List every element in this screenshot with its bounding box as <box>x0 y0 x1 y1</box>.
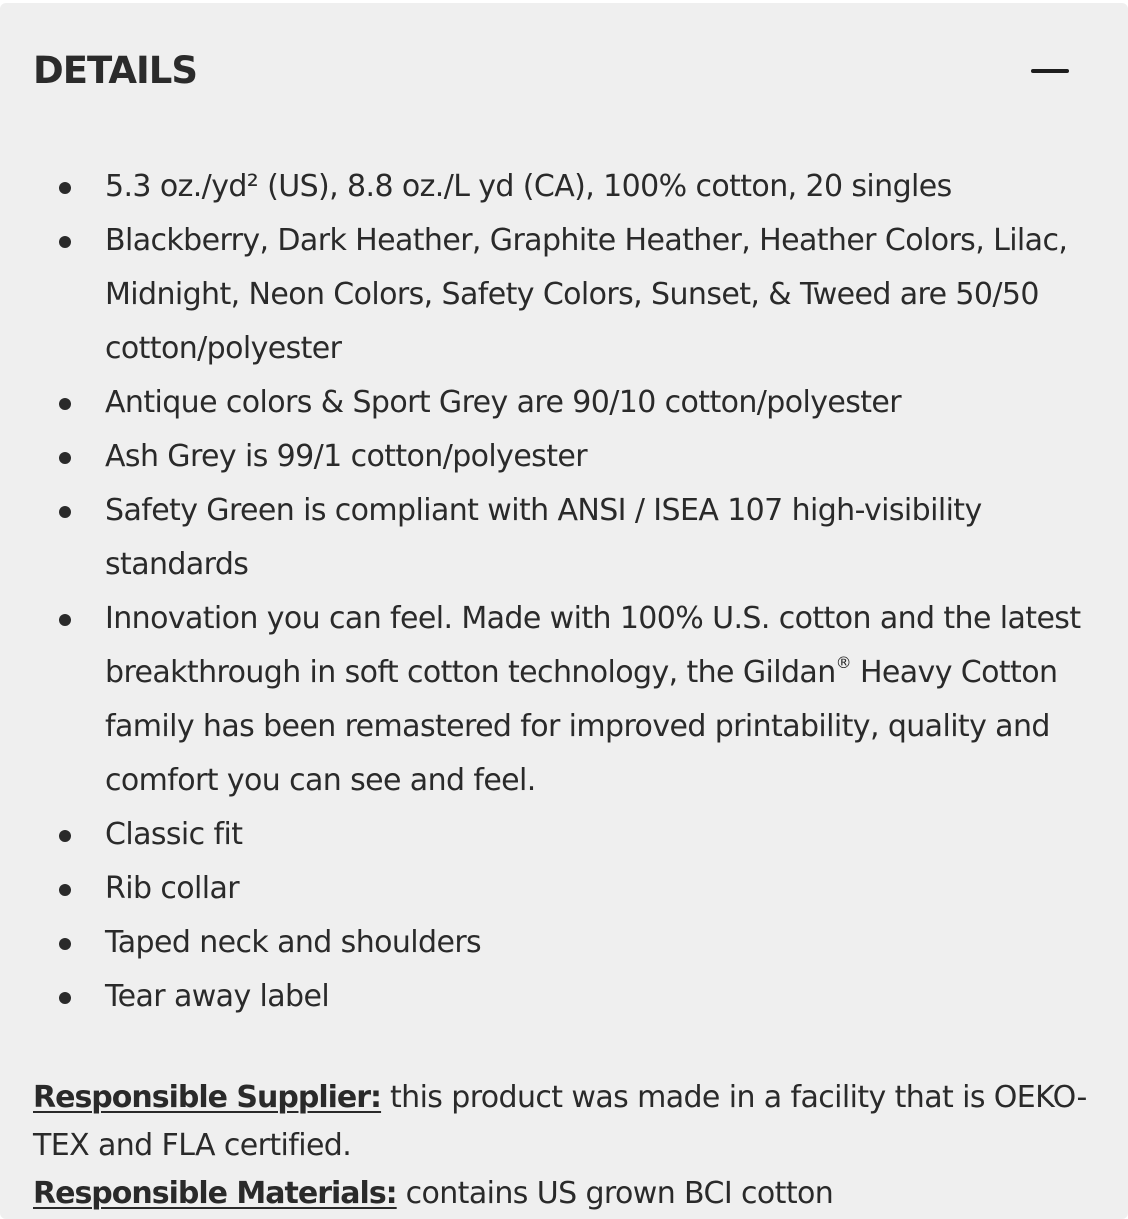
bullet-icon <box>59 830 71 842</box>
feature-text-after: Heavy Cotton family has been remastered for improved printability, quality and comfort you can see and feel. <box>105 655 1058 798</box>
feature-text: Rib collar <box>105 871 239 906</box>
list-item <box>0 376 1128 430</box>
bullet-icon <box>59 236 71 248</box>
list-item <box>0 484 1128 592</box>
responsible-materials <box>33 1170 1093 1218</box>
feature-text: Antique colors & Sport Grey are 90/10 cotton/polyester <box>105 385 902 420</box>
list-item <box>0 862 1128 916</box>
list-item <box>0 430 1128 484</box>
details-panel <box>0 3 1128 1219</box>
list-item <box>0 592 1128 808</box>
responsible-materials-text: contains US grown BCI cotton <box>396 1176 834 1211</box>
feature-text: Blackberry, Dark Heather, Graphite Heather, Heather Colors, Lilac, Midnight, Neon Colors, Safety Colors, Sunset, & Tweed are 50/50 cotton/polyester <box>105 223 1068 366</box>
bullet-icon <box>59 938 71 950</box>
list-item <box>0 214 1128 376</box>
minus-bar <box>1031 69 1069 73</box>
bullet-icon <box>59 614 71 626</box>
bullet-icon <box>59 884 71 896</box>
responsible-materials-label: Responsible Materials: <box>33 1176 397 1211</box>
feature-text: Ash Grey is 99/1 cotton/polyester <box>105 439 587 474</box>
bullet-icon <box>59 398 71 410</box>
responsible-supplier-text: this product was made in a facility that is OEKO-TEX and FLA certified. <box>33 1080 1087 1163</box>
details-header[interactable] <box>33 43 1073 99</box>
list-item <box>0 916 1128 970</box>
feature-text: 5.3 oz./yd² (US), 8.8 oz./L yd (CA), 100% cotton, 20 singles <box>105 169 952 204</box>
responsible-supplier <box>33 1074 1093 1170</box>
details-title: DETAILS <box>33 49 197 92</box>
feature-text: Tear away label <box>105 979 330 1014</box>
responsible-supplier-label: Responsible Supplier: <box>33 1080 382 1115</box>
minus-icon[interactable] <box>1031 55 1071 87</box>
list-item <box>0 808 1128 862</box>
feature-list <box>0 160 1128 1024</box>
feature-text: Taped neck and shoulders <box>105 925 482 960</box>
responsible-section <box>33 1074 1093 1218</box>
feature-text-before: Innovation you can feel. Made with 100% U.S. cotton and the latest breakthrough in soft cotton technology, the Gildan <box>105 601 1081 690</box>
list-item <box>0 160 1128 214</box>
registered-mark: ® <box>835 653 852 672</box>
list-item <box>0 970 1128 1024</box>
feature-text: Classic fit <box>105 817 243 852</box>
feature-text: Safety Green is compliant with ANSI / ISEA 107 high-visibility standards <box>105 493 982 582</box>
bullet-icon <box>59 506 71 518</box>
bullet-icon <box>59 452 71 464</box>
bullet-icon <box>59 992 71 1004</box>
bullet-icon <box>59 182 71 194</box>
